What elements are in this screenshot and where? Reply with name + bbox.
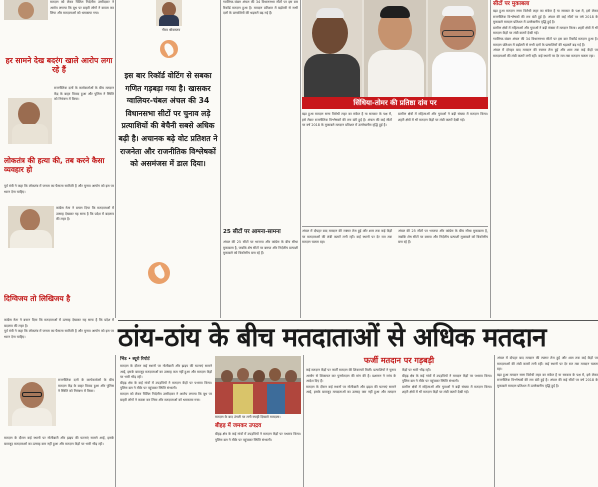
left-photo-1 <box>4 0 48 20</box>
bottom-col2-body: बीहड़ क्षेत्र के कई गांवों में उपद्रवियों ने मतदान केंद्रों पर पथराव किया। पुलिस बल ने मौके पर पहुंचकर स्थिति संभाली। <box>215 432 301 442</box>
quote-mark-icon-bottom <box>148 262 170 284</box>
bottom-left-block: कांग्रेस नेता ने बयान दिया कि मतदाताओं में उत्साह देखकर यह साफ है कि प्रदेश में बदलाव की लहर है। पूर्व मंत्री ने कहा कि लोकतंत्र में जनता का फैसला सर्वोपरि है और चुनाव आयोग को इस पर ध्यान देना चाहिए। राजनीतिक दलों के कार्यकर्ताओं के बीच मतदान केंद्र के बाहर विवाद हुआ और पुलिस ने स्थिति को नियंत्रण में किया। मतदान के दौरान कई स्थानों पर गोलीबारी और झड़प की घटनाएं सामने आईं, इसके बावजूद मतदाताओं का उत्साह कम नहीं हुआ और मतदान केंद्रों पर भारी भीड़ रही। <box>4 318 114 446</box>
left-headline-1: हर सामने देख बदरंग खाले आरोप लगा रहे हैं <box>5 56 113 75</box>
bottom-photo <box>215 356 301 414</box>
left-body-3: पूर्व मंत्री ने कहा कि लोकतंत्र में जनता का फैसला सर्वोपरि है और चुनाव आयोग को इस पर ध्यान देना चाहिए। <box>4 184 114 194</box>
center-body-mid: अंचल की 25 सीटों पर भाजपा और कांग्रेस के बीच सीधा मुकाबला है, जबकि शेष सीटों पर बसपा और निर्दलीय प्रत्याशी मुकाबले को त्रिकोणीय बना रहे हैं। <box>223 240 298 256</box>
quote-byline: गौरव श्रीवास्तव <box>161 28 181 32</box>
quote-box <box>118 0 218 300</box>
right-top-title: सीटों पर मुकाबला <box>493 1 530 7</box>
left-body-4: कांग्रेस नेता ने बयान दिया कि मतदाताओं में उत्साह देखकर यह साफ है कि प्रदेश में बदलाव की लहर है। <box>56 206 114 222</box>
left-headline-3: दिग्विजय तो लिखिजय है <box>4 294 71 303</box>
main-photo-story: बढ़ा हुआ मतदान सत्ता विरोधी लहर का संकेत है या सरकार के पक्ष में, इसे लेकर राजनीतिक विश्लेषकों की राय बंटी हुई है। अंचल की कई सीटों पर वर्ष 2018 के मुकाबले मतदान प्रतिशत में उल्लेखनीय वृद्धि हुई है। ग्रामीण क्षेत्रों में महिलाओं और युवाओं ने बड़ी संख्या में मतदान किया। शहरी क्षेत्रों में भी मतदान केंद्रों पर लंबी कतारें देखी गईं। <box>302 112 488 128</box>
bottom-strip-body: कई मतदान केंद्रों पर फर्जी मतदान की शिकायतें मिलीं। प्रत्याशियों ने चुनाव आयोग से शिकायत कर पुनर्मतदान की मांग की है। प्रशासन ने जांच के आदेश दिए हैं। मतदान के दौरान कई स्थानों पर गोलीबारी और झड़प की घटनाएं सामने आईं, इसके बावजूद मतदाताओं का उत्साह कम नहीं हुआ और मतदान केंद्रों पर भारी भीड़ रही। बीहड़ क्षेत्र के कई गांवों में उपद्रवियों ने मतदान केंद्रों पर पथराव किया। पुलिस बल ने मौके पर पहुंचकर स्थिति संभाली। ग्रामीण क्षेत्रों में महिलाओं और युवाओं ने बड़ी संख्या में मतदान किया। शहरी क्षेत्रों में भी मतदान केंद्रों पर लंबी कतारें देखी गईं। <box>306 368 492 395</box>
banner-headline: ठांय-ठांय के बीच मतदाताओं से अधिक मतदान <box>118 323 547 353</box>
left-body-2: राजनीतिक दलों के कार्यकर्ताओं के बीच मतदान केंद्र के बाहर विवाद हुआ और पुलिस ने स्थिति को नियंत्रण में किया। <box>54 86 114 102</box>
center-body-top: ग्वालियर-चंबल अंचल की 34 विधानसभा सीटों पर इस बार रिकॉर्ड मतदान हुआ है। मतदान प्रतिशत में बढ़ोतरी से सभी दलों के प्रत्याशियों की धड़कनें बढ़ गई हैं। <box>223 0 298 16</box>
bottom-photo-caption: मतदान के बाद उंगली पर लगी स्याही दिखाते मतदाता। <box>215 415 281 419</box>
main-photo <box>302 0 488 97</box>
left-photo-2 <box>8 98 52 144</box>
quote-mark-icon <box>160 40 178 58</box>
left-body-1: मतदान को लेकर चिंतित निर्दलीय उम्मीदवार ने आरोप लगाया कि बूथ पर बाहरी लोगों ने कब्जा कर लिया और मतदाताओं को धमकाया गया। <box>50 0 114 16</box>
main-photo-caption: सिंधिया-तोमर की प्रतिष्ठा दांव पर <box>302 97 488 109</box>
left-photo-3 <box>8 206 54 248</box>
left-headline-2: लोकतंत्र की हत्या की, तब करने कैसा व्यवहार हो <box>4 156 105 175</box>
right-body: बढ़ा हुआ मतदान सत्ता विरोधी लहर का संकेत है या सरकार के पक्ष में, इसे लेकर राजनीतिक विश्लेषकों की राय बंटी हुई है। अंचल की कई सीटों पर वर्ष 2018 के मुकाबले मतदान प्रतिशत में उल्लेखनीय वृद्धि हुई है। ग्रामीण क्षेत्रों में महिलाओं और युवाओं ने बड़ी संख्या में मतदान किया। शहरी क्षेत्रों में भी मतदान केंद्रों पर लंबी कतारें देखी गईं। ग्वालियर-चंबल अंचल की 34 विधानसभा सीटों पर इस बार रिकॉर्ड मतदान हुआ है। मतदान प्रतिशत में बढ़ोतरी से सभी दलों के प्रत्याशियों की धड़कनें बढ़ गई हैं। अंचल में दोपहर बाद मतदान की रफ्तार तेज हुई और शाम तक कई केंद्रों पर मतदाताओं की लंबी कतारें लगी रहीं। कई स्थानों पर देर रात तक मतदान चलता रहा। <box>493 9 598 58</box>
center-subhead: 25 सीटों पर आमना-सामना <box>223 229 281 235</box>
quote-text: इस बार रिकॉर्ड वोटिंग से सबका गणित गड़बड़ा गया है। खासकर ग्वालियर-चंबल अंचल की 34 विधानसभा सीटों पर चुनाव लड़े प्रत्याशियों की बेचैनी सबसे अधिक बढ़ी है। अचानक बढ़े वोट प्रतिशत ने राजनेता और राजनीतिक विश्लेषकों को असमंजस में डाल दिया। <box>118 71 218 169</box>
bottom-subhead-red: बीहड़ में जमकर उपद्रव <box>215 423 262 429</box>
bottom-col1-body: मतदान के दौरान कई स्थानों पर गोलीबारी और झड़प की घटनाएं सामने आईं, इसके बावजूद मतदाताओं का उत्साह कम नहीं हुआ और मतदान केंद्रों पर भारी भीड़ रही। बीहड़ क्षेत्र के कई गांवों में उपद्रवियों ने मतदान केंद्रों पर पथराव किया। पुलिस बल ने मौके पर पहुंचकर स्थिति संभाली। मतदान को लेकर चिंतित निर्दलीय उम्मीदवार ने आरोप लगाया कि बूथ पर बाहरी लोगों ने कब्जा कर लिया और मतदाताओं को धमकाया गया। <box>120 364 212 402</box>
bottom-right-body: अंचल में दोपहर बाद मतदान की रफ्तार तेज हुई और शाम तक कई केंद्रों पर मतदाताओं की लंबी कतारें लगी रहीं। कई स्थानों पर देर रात तक मतदान चलता रहा। बढ़ा हुआ मतदान सत्ता विरोधी लहर का संकेत है या सरकार के पक्ष में, इसे लेकर राजनीतिक विश्लेषकों की राय बंटी हुई है। अंचल की कई सीटों पर वर्ष 2018 के मुकाबले मतदान प्रतिशत में उल्लेखनीय वृद्धि हुई है। <box>497 356 598 388</box>
left-column <box>4 0 114 315</box>
bottom-col1-byline: भिंड • ब्यूरो रिपोर्ट <box>120 357 150 362</box>
bottom-left-body: राजनीतिक दलों के कार्यकर्ताओं के बीच मतदान केंद्र के बाहर विवाद हुआ और पुलिस ने स्थिति को नियंत्रण में किया। <box>58 378 114 394</box>
center-lower-story: अंचल में दोपहर बाद मतदान की रफ्तार तेज हुई और शाम तक कई केंद्रों पर मतदाताओं की लंबी कतारें लगी रहीं। कई स्थानों पर देर रात तक मतदान चलता रहा। अंचल की 25 सीटों पर भाजपा और कांग्रेस के बीच सीधा मुकाबला है, जबकि शेष सीटों पर बसपा और निर्दलीय प्रत्याशी मुकाबले को त्रिकोणीय बना रहे हैं। <box>302 229 488 245</box>
bottom-strip-title: फर्जी मतदान पर गड़बड़ी <box>363 356 435 365</box>
quote-byline-photo <box>156 0 182 26</box>
bottom-left-photo <box>8 378 56 426</box>
